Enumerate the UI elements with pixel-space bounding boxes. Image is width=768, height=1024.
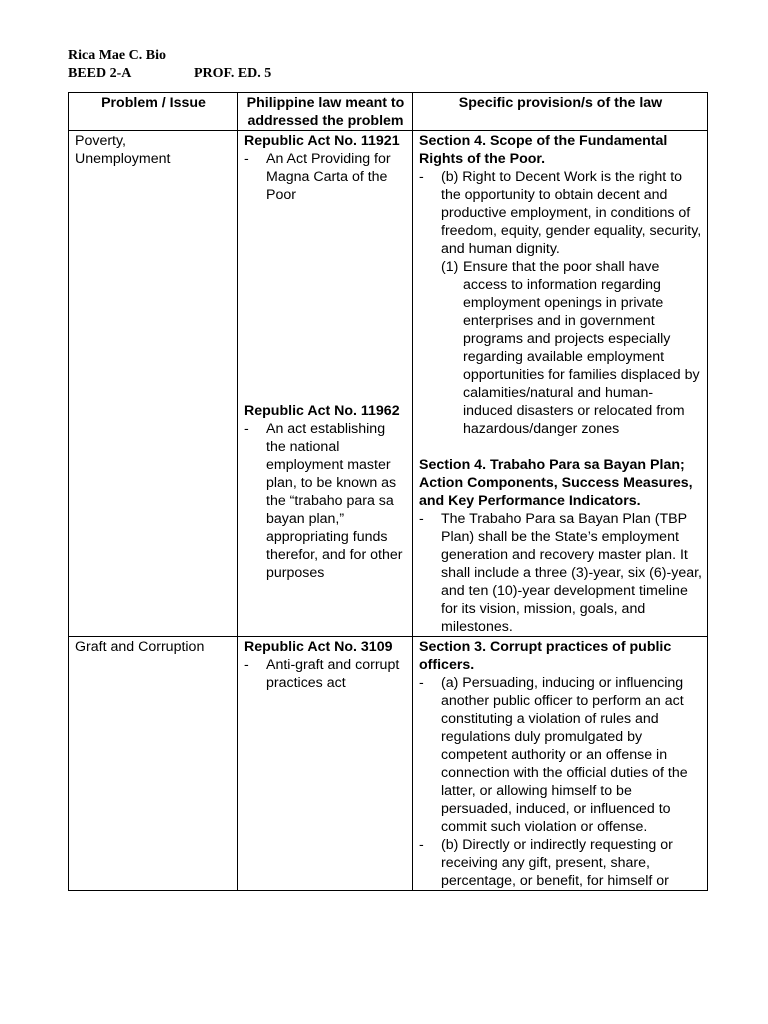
law-table — [68, 92, 708, 891]
problem-cell: Poverty, Unemployment — [69, 131, 238, 637]
provision-cell — [413, 131, 708, 637]
subitem-number: (1) — [441, 259, 459, 275]
law-description: - An Act Providing for Magna Carta of the Poor — [244, 150, 407, 204]
student-section: BEED 2-A — [68, 66, 132, 81]
course-line — [68, 65, 271, 83]
law-title: Republic Act No. 11921 — [244, 133, 400, 149]
provision-item: - (b) Right to Decent Work is the right to the opportunity to obtain decent and productive employment, in conditions of freedom, equity, gender equality, security, and human dignity. — [419, 168, 702, 258]
provision-title: Section 3. Corrupt practices of public officers. — [419, 639, 672, 673]
table-row — [69, 131, 708, 637]
student-name: Rica Mae C. Bio — [68, 48, 166, 63]
provision-subitem — [419, 258, 702, 438]
provision-cell — [413, 637, 708, 891]
column-header-provision: Specific provision/s of the law — [413, 93, 708, 131]
table-header-row — [69, 93, 708, 131]
provision-item: - (b) Directly or indirectly requesting or receiving any gift, present, share, percentage, or benefit, for himself or — [419, 836, 702, 890]
law-description: - Anti-graft and corrupt practices act — [244, 656, 407, 692]
subitem-text: Ensure that the poor shall have access to information regarding employment openings in private enterprises and in government programs and projects especially regarding available employment opportunities for families displaced by calamities/natural and human-induced disasters or relocated from hazardous/danger zones — [463, 259, 700, 437]
law-description: - An act establishing the national employment master plan, to be known as the “trabaho para sa bayan plan,” appropriating funds therefor, and for other purposes — [244, 420, 407, 582]
column-header-problem: Problem / Issue — [69, 93, 238, 131]
law-title: Republic Act No. 3109 — [244, 639, 393, 655]
provision-item: - (a) Persuading, inducing or influencing another public officer to perform an act constituting a violation of rules and regulations duly promulgated by competent authority or an offense in connection with the official duties of the latter, or allowing himself to be persuaded, induced, or influenced to commit such violation or offense. — [419, 674, 702, 836]
problem-cell: Graft and Corruption — [69, 637, 238, 891]
column-header-law: Philippine law meant to addressed the problem — [238, 93, 413, 131]
table-row — [69, 637, 708, 891]
course-code: PROF. ED. 5 — [194, 66, 272, 81]
law-cell — [238, 637, 413, 891]
provision-title: Section 4. Scope of the Fundamental Rights of the Poor. — [419, 133, 668, 167]
provision-title: Section 4. Trabaho Para sa Bayan Plan; Action Components, Success Measures, and Key Performance Indicators. — [419, 457, 693, 509]
law-title: Republic Act No. 11962 — [244, 403, 400, 419]
document-header — [68, 47, 271, 83]
provision-item: - The Trabaho Para sa Bayan Plan (TBP Plan) shall be the State’s employment generation and recovery master plan. It shall include a three (3)-year, six (6)-year, and ten (10)-year development timeline for its vision, mission, goals, and milestones. — [419, 510, 702, 636]
law-cell — [238, 131, 413, 637]
